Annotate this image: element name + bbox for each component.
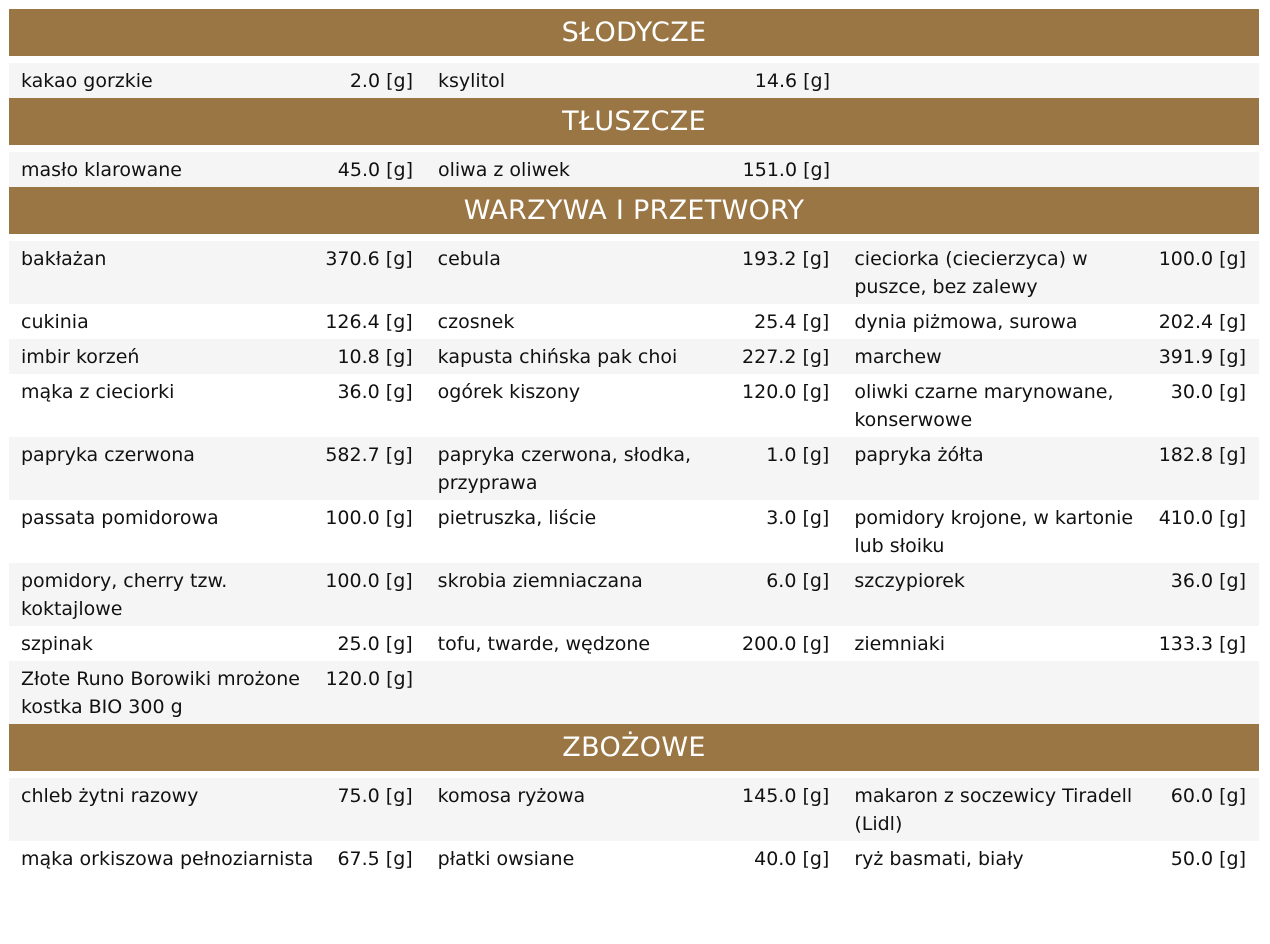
item-quantity: 30.0 [g]	[1170, 380, 1247, 403]
list-item	[9, 441, 426, 497]
item-name: czosnek	[437, 310, 515, 333]
item-quantity: 182.8 [g]	[1158, 443, 1247, 466]
list-item	[9, 245, 426, 301]
item-name: kapusta chińska pak choi	[437, 345, 678, 368]
list-item	[842, 504, 1259, 560]
item-name: pietruszka, liście	[437, 506, 597, 529]
section-header: WARZYWA I PRZETWORY	[9, 187, 1259, 234]
list-item	[9, 67, 426, 95]
list-item	[842, 441, 1259, 497]
list-item	[426, 67, 843, 95]
table-row	[9, 841, 1259, 876]
item-name: oliwa z oliwek	[438, 158, 570, 181]
item-name: chleb żytni razowy	[21, 784, 199, 807]
table-row	[9, 374, 1259, 437]
table-row	[9, 661, 1259, 724]
section-gap	[9, 234, 1259, 241]
list-item	[426, 441, 843, 497]
item-name: bakłażan	[21, 247, 107, 270]
table-row	[9, 437, 1259, 500]
item-name: cukinia	[21, 310, 89, 333]
item-name: passata pomidorowa	[21, 506, 219, 529]
section-header: SŁODYCZE	[9, 9, 1259, 56]
item-quantity: 100.0 [g]	[325, 506, 413, 529]
table-row	[9, 563, 1259, 626]
list-item	[426, 156, 843, 184]
item-name: skrobia ziemniaczana	[437, 569, 643, 592]
list-item	[426, 630, 843, 658]
item-name: komosa ryżowa	[437, 784, 586, 807]
section-header: TŁUSZCZE	[9, 98, 1259, 145]
item-name: masło klarowane	[21, 158, 182, 181]
list-item	[9, 845, 426, 873]
section-gap	[9, 56, 1259, 63]
item-quantity: 67.5 [g]	[337, 847, 413, 870]
section-gap	[9, 145, 1259, 152]
item-name: tofu, twarde, wędzone	[437, 632, 651, 655]
list-item	[9, 782, 426, 838]
item-quantity: 582.7 [g]	[325, 443, 413, 466]
section-gap	[9, 771, 1259, 778]
item-name: szpinak	[21, 632, 93, 655]
table-row	[9, 152, 1259, 187]
list-item	[426, 245, 843, 301]
list-item	[9, 156, 426, 184]
item-name: marchew	[854, 345, 942, 368]
item-quantity: 45.0 [g]	[337, 158, 413, 181]
item-name: ryż basmati, biały	[854, 847, 1024, 870]
item-name: cieciorka (ciecierzyca) w puszce, bez zalewy	[854, 247, 1088, 298]
item-quantity: 193.2 [g]	[742, 247, 830, 270]
list-item	[9, 308, 426, 336]
list-item	[9, 504, 426, 560]
list-item	[9, 343, 426, 371]
list-item	[426, 782, 843, 838]
item-name: ksylitol	[438, 69, 506, 92]
item-quantity: 3.0 [g]	[766, 506, 830, 529]
table-row	[9, 626, 1259, 661]
item-quantity: 370.6 [g]	[325, 247, 413, 270]
item-name: Złote Runo Borowiki mrożone kostka BIO 300 g	[21, 667, 300, 718]
item-quantity: 14.6 [g]	[754, 69, 830, 92]
list-item	[426, 343, 843, 371]
item-quantity: 202.4 [g]	[1158, 310, 1247, 333]
item-name: ogórek kiszony	[437, 380, 581, 403]
item-name: papryka czerwona	[21, 443, 195, 466]
item-quantity: 120.0 [g]	[325, 667, 413, 690]
item-quantity: 120.0 [g]	[742, 380, 830, 403]
item-quantity: 100.0 [g]	[325, 569, 413, 592]
item-name: imbir korzeń	[21, 345, 140, 368]
list-item	[842, 782, 1259, 838]
list-item	[426, 308, 843, 336]
item-quantity: 6.0 [g]	[766, 569, 830, 592]
table-row	[9, 500, 1259, 563]
item-name: mąka z cieciorki	[21, 380, 175, 403]
item-name: cebula	[437, 247, 501, 270]
item-name: kakao gorzkie	[21, 69, 153, 92]
item-quantity: 145.0 [g]	[742, 784, 830, 807]
table-row	[9, 304, 1259, 339]
item-quantity: 410.0 [g]	[1158, 506, 1247, 529]
list-item	[842, 308, 1259, 336]
list-item	[842, 567, 1259, 623]
item-name: pomidory, cherry tzw. koktajlowe	[21, 569, 228, 620]
item-quantity: 40.0 [g]	[754, 847, 830, 870]
item-quantity: 391.9 [g]	[1158, 345, 1247, 368]
item-name: papryka czerwona, słodka, przyprawa	[437, 443, 692, 494]
item-quantity: 2.0 [g]	[349, 69, 413, 92]
list-item	[842, 630, 1259, 658]
item-name: papryka żółta	[854, 443, 984, 466]
table-row	[9, 339, 1259, 374]
list-item	[842, 845, 1259, 873]
item-name: ziemniaki	[854, 632, 946, 655]
shopping-list	[9, 9, 1259, 876]
table-row	[9, 778, 1259, 841]
list-item	[9, 567, 426, 623]
item-quantity: 60.0 [g]	[1170, 784, 1247, 807]
item-name: mąka orkiszowa pełnoziarnista	[21, 847, 314, 870]
list-item	[426, 567, 843, 623]
item-name: pomidory krojone, w kartonie lub słoiku	[854, 506, 1134, 557]
list-item	[9, 665, 426, 721]
item-quantity: 227.2 [g]	[742, 345, 830, 368]
item-quantity: 36.0 [g]	[1170, 569, 1247, 592]
item-quantity: 50.0 [g]	[1170, 847, 1247, 870]
item-quantity: 75.0 [g]	[337, 784, 413, 807]
item-quantity: 36.0 [g]	[337, 380, 413, 403]
item-quantity: 25.0 [g]	[337, 632, 413, 655]
item-quantity: 151.0 [g]	[742, 158, 830, 181]
list-item	[426, 845, 843, 873]
item-name: oliwki czarne marynowane, konserwowe	[854, 380, 1114, 431]
item-quantity: 100.0 [g]	[1158, 247, 1247, 270]
item-name: płatki owsiane	[437, 847, 575, 870]
item-quantity: 10.8 [g]	[337, 345, 413, 368]
list-item	[842, 378, 1259, 434]
list-item	[9, 378, 426, 434]
list-item	[842, 343, 1259, 371]
item-name: makaron z soczewicy Tiradell (Lidl)	[854, 784, 1133, 835]
list-item	[842, 245, 1259, 301]
list-item	[426, 378, 843, 434]
item-name: szczypiorek	[854, 569, 965, 592]
item-quantity: 200.0 [g]	[742, 632, 830, 655]
item-quantity: 25.4 [g]	[754, 310, 830, 333]
list-item	[426, 504, 843, 560]
item-quantity: 1.0 [g]	[766, 443, 830, 466]
item-quantity: 126.4 [g]	[325, 310, 413, 333]
item-quantity: 133.3 [g]	[1158, 632, 1247, 655]
section-header: ZBOŻOWE	[9, 724, 1259, 771]
table-row	[9, 63, 1259, 98]
list-item	[9, 630, 426, 658]
item-name: dynia piżmowa, surowa	[854, 310, 1078, 333]
table-row	[9, 241, 1259, 304]
